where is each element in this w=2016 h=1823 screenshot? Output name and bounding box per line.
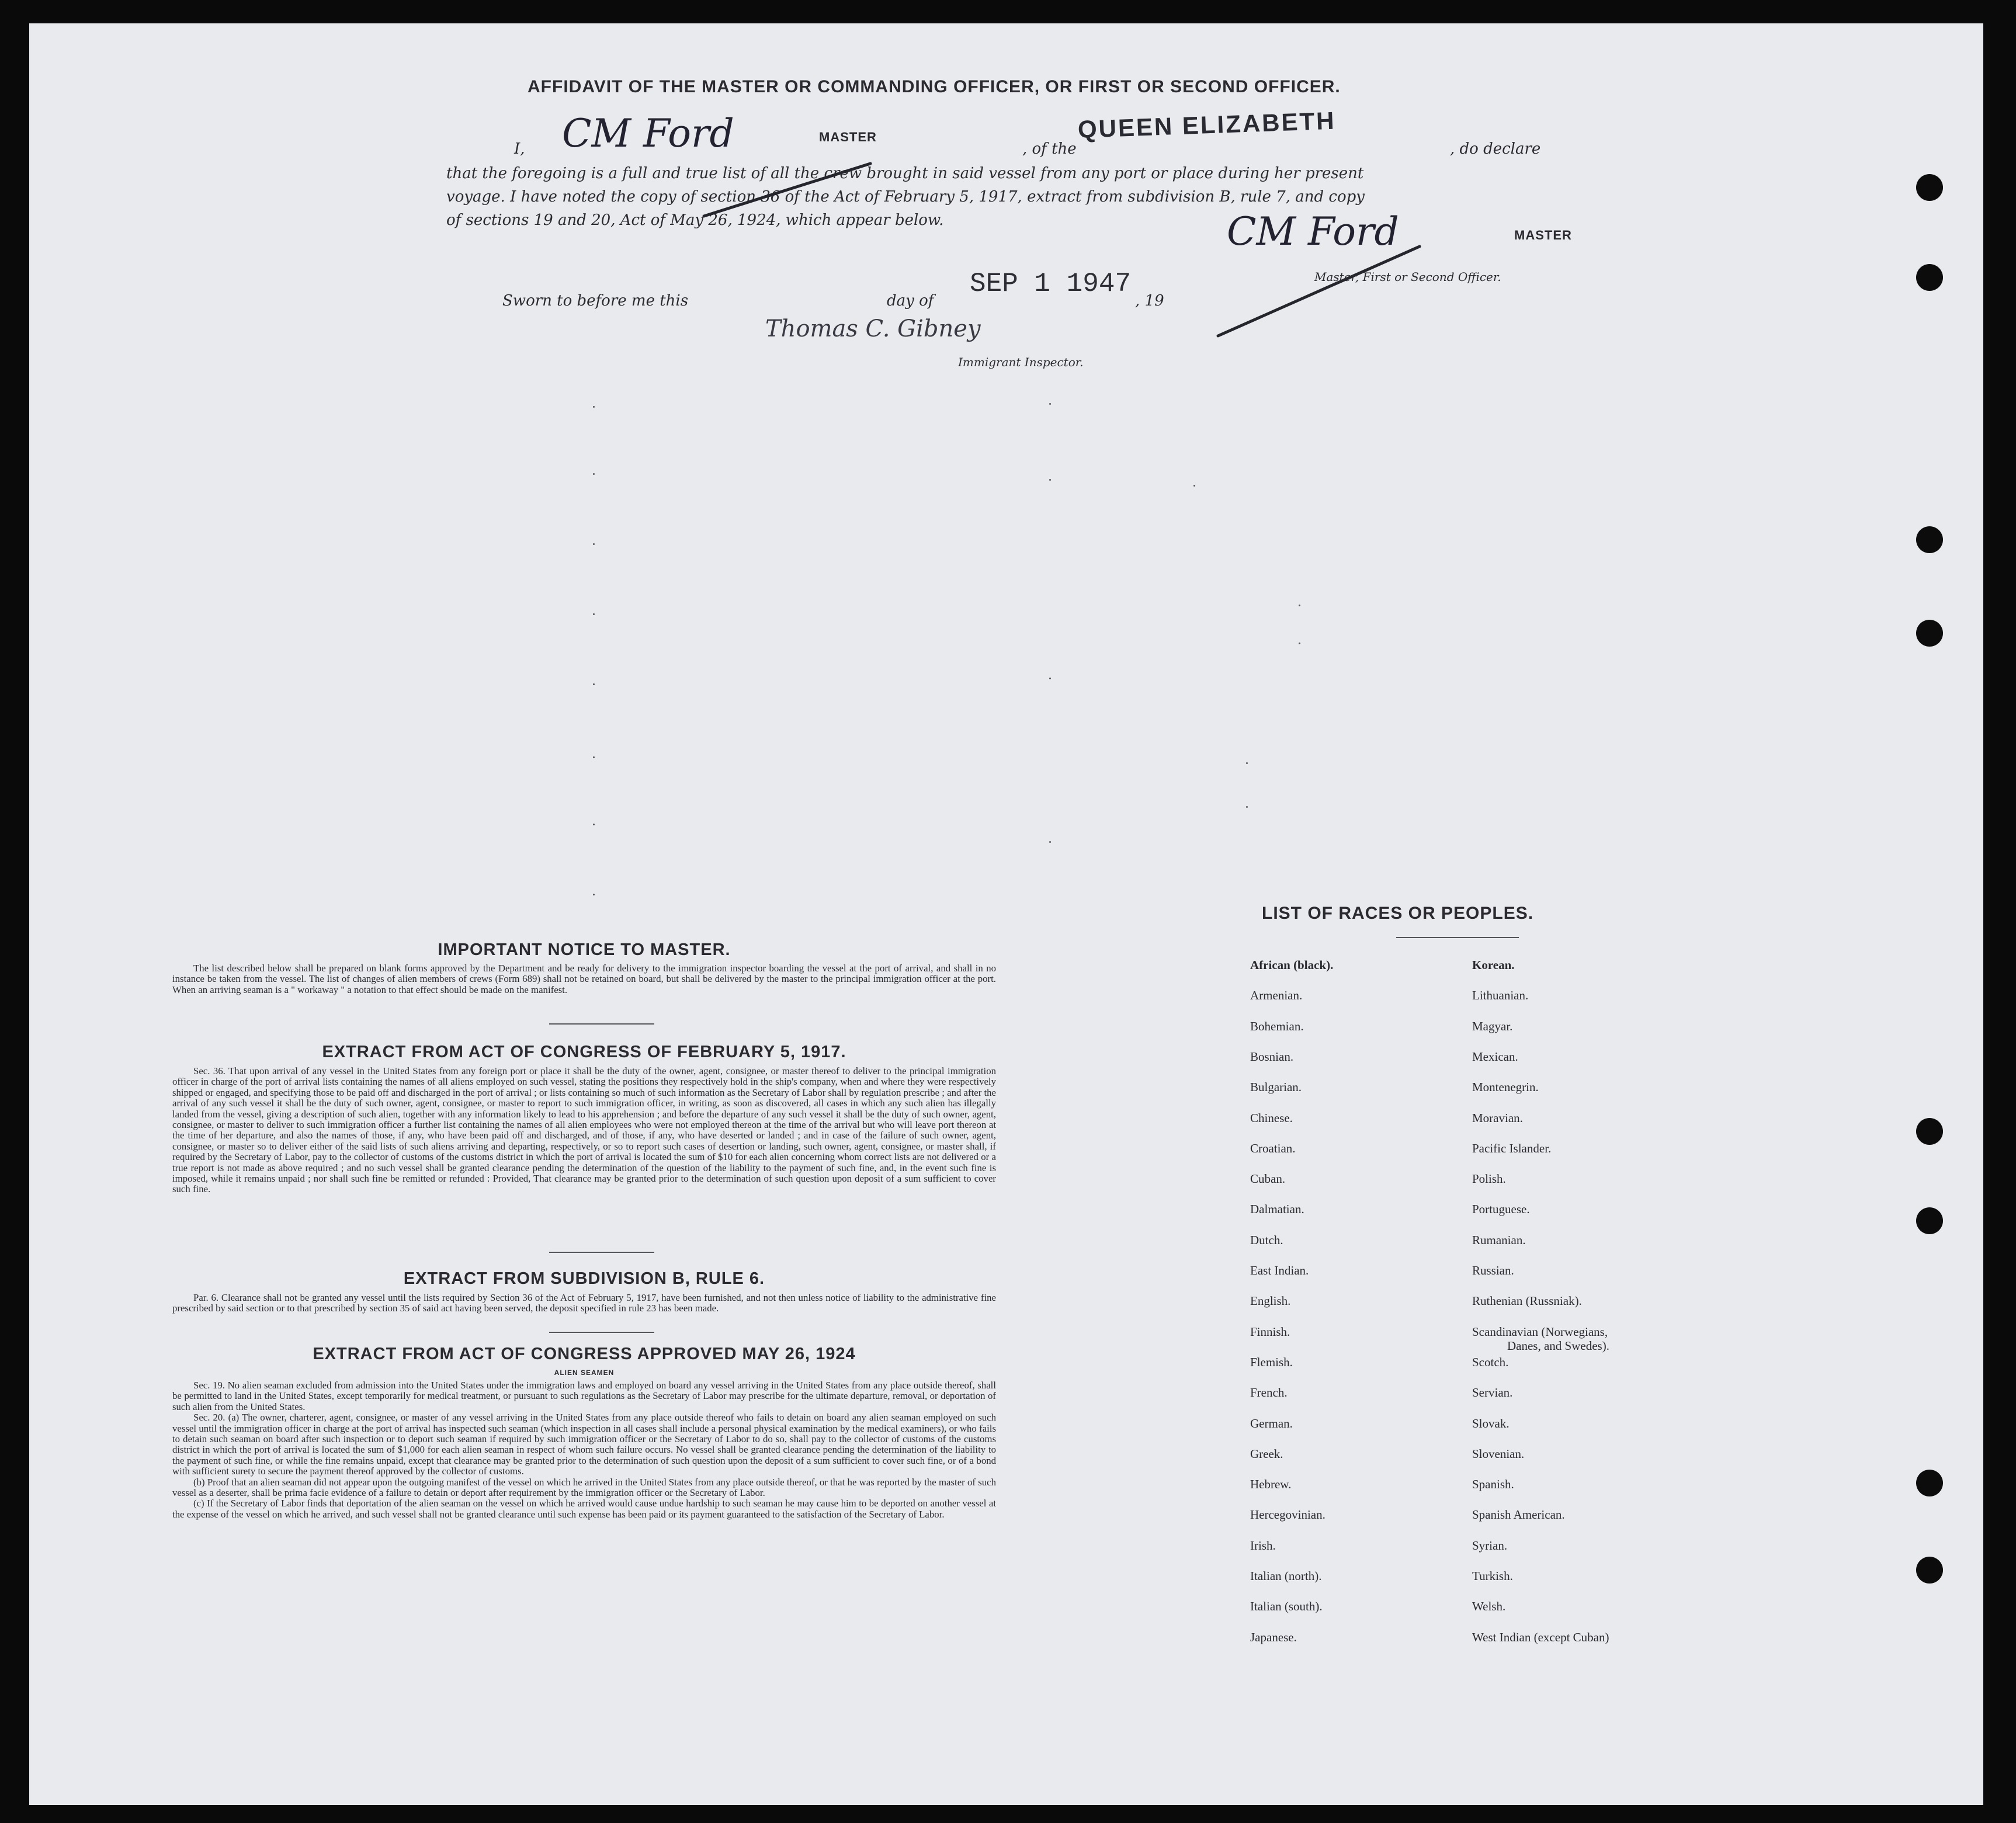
divider-2: [549, 1252, 654, 1253]
of-the-label: , of the: [1022, 140, 1077, 158]
sec-19: Sec. 19. No alien seaman excluded from admission into the United States under the immigration laws and employed on board any vessel arriving in the United States from any place outside thereof, shall be permitted to land in the United States, except temporarily for medical treatment, or pursuant to such regulations as the Secretary of Labor may prescribe for the ultimate departure, removal, or deportation of such alien from the United States.: [172, 1380, 996, 1412]
extract-rule6-heading: EXTRACT FROM SUBDIVISION B, RULE 6.: [403, 1269, 765, 1288]
punch-hole: [1916, 1557, 1943, 1584]
punch-hole: [1916, 174, 1943, 201]
race-item: Slovak.: [1472, 1416, 1510, 1430]
divider-3: [549, 1332, 654, 1333]
race-item: Moravian.: [1472, 1110, 1523, 1125]
race-item: Scandinavian (Norwegians,: [1472, 1324, 1608, 1339]
race-item: Spanish.: [1472, 1477, 1514, 1492]
punch-hole: [1916, 1470, 1943, 1496]
year-prefix: , 19: [1135, 292, 1164, 310]
punch-hole: [1916, 1207, 1943, 1234]
race-item: Hercegovinian.: [1250, 1508, 1326, 1522]
sworn-label: Sworn to before me this: [502, 292, 689, 310]
race-item: Armenian.: [1250, 988, 1303, 1003]
sec-20-a: Sec. 20. (a) The owner, charterer, agent, consignee, or master of any vessel arriving in the United States from any place outside thereof who fails to detain on board any alien seaman employed on such vessel until the immigration officer in charge at the port of arrival has inspected such seaman (which inspection in all cases shall include a personal physical examination by the medical examiners), or who fails to detain such seaman on board after such inspection or to deport such seaman if required by such immigration officer or the Secretary of Labor to do so, shall pay to the collector of customs of the customs district in which the port of arrival is located the sum of $1,000 for each alien seaman in respect of whom such failure occurs. No vessel shall be granted clearance pending the determination of the liability to the payment of such fine, or while the fine remains unpaid, except that clearance may be granted prior to the determination of such question upon the deposit of a sum sufficient to cover such fine, or of a bond with sufficient surety to secure the payment thereof approved by the collector of customs.: [172, 1412, 996, 1477]
sec-20-c: (c) If the Secretary of Labor finds that deportation of the alien seaman on the vessel on which he arrived would cause undue hardship to such seaman he may cause him to be deported on another vessel at the expense of the vessel on which he arrived, and such vessel shall not be granted clearance until such expense has been paid or its payment guaranteed to the satisfaction of the Secretary of Labor.: [172, 1498, 996, 1520]
extract-rule6-text: Par. 6. Clearance shall not be granted any vessel until the lists required by Section 36 of the Act of February 5, 1917, have been furnished, and not then unless notice of liability to the administrative fine prescribed by said section or to that prescribed by section 35 of said act having been served, the deposit specified in rule 23 has been made.: [172, 1292, 996, 1314]
master-signature: CM Ford: [562, 111, 734, 156]
races-divider: [1396, 937, 1519, 938]
punch-hole: [1916, 526, 1943, 553]
race-item: Irish.: [1250, 1538, 1276, 1553]
vessel-name-stamp: QUEEN ELIZABETH: [1077, 106, 1337, 143]
extract-1917-heading: EXTRACT FROM ACT OF CONGRESS OF FEBRUARY 5, 1917.: [322, 1043, 846, 1061]
race-item: Italian (north).: [1250, 1569, 1322, 1583]
race-item: English.: [1250, 1294, 1291, 1308]
race-item: Montenegrin.: [1472, 1080, 1539, 1095]
notice-text: The list described below shall be prepared on blank forms approved by the Department and be ready for delivery to the immigration inspector boarding the vessel at the port of arrival, and shall in no instance be taken from the vessel. The list of changes of alien members of crews (Form 689) shall not be retained on board, but shall be delivered by the master to the principal immigration officer at the port. When an arriving seaman is a " workaway " a notation to that effect should be made on the manifest.: [172, 963, 996, 995]
punch-hole: [1916, 264, 1943, 291]
race-item: Finnish.: [1250, 1324, 1290, 1339]
race-item: Servian.: [1472, 1386, 1513, 1400]
inspector-signature: Thomas C. Gibney: [765, 315, 981, 342]
race-item: Dutch.: [1250, 1232, 1283, 1247]
notice-heading: IMPORTANT NOTICE TO MASTER.: [438, 940, 731, 959]
race-item: Cuban.: [1250, 1172, 1286, 1186]
affidavit-line-4: of sections 19 and 20, Act of May 26, 1924, which appear below.: [446, 211, 944, 229]
race-item: Italian (south).: [1250, 1599, 1323, 1614]
race-item: West Indian (except Cuban): [1472, 1630, 1609, 1644]
affidavit-line-3: voyage. I have noted the copy of section 36 of the Act of February 5, 1917, extract from subdivision B, rule 7, and copy: [446, 188, 1365, 206]
race-item: Flemish.: [1250, 1355, 1293, 1369]
races-heading: LIST OF RACES OR PEOPLES.: [1262, 904, 1534, 923]
do-declare-label: , do declare: [1450, 140, 1541, 158]
race-item: German.: [1250, 1416, 1293, 1430]
officer-master-stamp: MASTER: [1514, 228, 1572, 242]
race-item: African (black).: [1250, 958, 1334, 972]
race-item: Bosnian.: [1250, 1049, 1294, 1064]
race-item: Welsh.: [1472, 1599, 1506, 1614]
inspector-caption: Immigrant Inspector.: [958, 355, 1084, 369]
officer-signature: CM Ford: [1227, 209, 1399, 254]
race-item: Greek.: [1250, 1446, 1283, 1461]
extract-1924-heading: EXTRACT FROM ACT OF CONGRESS APPROVED MAY 26, 1924: [313, 1345, 856, 1363]
race-item: Russian.: [1472, 1263, 1514, 1277]
race-item: Polish.: [1472, 1172, 1506, 1186]
race-item: Lithuanian.: [1472, 988, 1529, 1003]
sec-20-b: (b) Proof that an alien seaman did not appear upon the outgoing manifest of the vessel on which he arrived in the United States from any place outside thereof, or that he was reported by the master of such vessel as a deserter, shall be prima facie evidence of a failure to detain or deport after requirement by the immigration officer or the Secretary of Labor.: [172, 1476, 996, 1499]
race-item: East Indian.: [1250, 1263, 1309, 1277]
race-item: Danes, and Swedes).: [1507, 1338, 1609, 1353]
race-item: Japanese.: [1250, 1630, 1297, 1644]
date-stamp: SEP 1 1947: [970, 269, 1132, 299]
race-item: French.: [1250, 1386, 1288, 1400]
race-item: Mexican.: [1472, 1049, 1518, 1064]
signature-stroke-1: [701, 158, 876, 222]
extract-1924-subheading: ALIEN SEAMEN: [554, 1369, 615, 1377]
race-item: Ruthenian (Russniak).: [1472, 1294, 1582, 1308]
race-item: Bohemian.: [1250, 1019, 1304, 1033]
affidavit-line-2: that the foregoing is a full and true list of all the crew brought in said vessel from any port or place during her present: [446, 165, 1364, 182]
race-item: Dalmatian.: [1250, 1202, 1304, 1217]
race-item: Scotch.: [1472, 1355, 1509, 1369]
race-item: Magyar.: [1472, 1019, 1513, 1033]
extract-1917-text: Sec. 36. That upon arrival of any vessel in the United States from any foreign port or place it shall be the duty of the owner, agent, consignee, or master thereof to deliver to the principal immigration officer in charge of the port of arrival lists containing the names of all aliens employed on such vessel, stating the positions they respectively hold in the ship's company, when and where they were respectively shipped or engaged, and specifying those to be paid off and discharged in the port of arrival ; or lists containing so much of such information as the Secretary of Labor shall by regulation prescribe ; and after the arrival of any such vessel it shall be the duty of such owner, agent, consignee, or master to report to such immigration officer, in writing, as soon as discovered, all cases in which any such alien has illegally landed from the vessel, giving a description of such alien, together with any information likely to lead to his apprehension ; and before the departure of any such vessel it shall be the duty of such owner, agent, consignee, or master to deliver to such immigration officer a further list containing the names of all alien employees who were not employed thereon at the time of the arrival but who will leave port thereon at the time of her departure, and also the names of those, if any, who have been paid off and discharged, and of those, if any, who have deserted or landed ; and in case of the failure of such owner, agent, consignee, or master so to deliver either of the said lists of such aliens arriving and departing, respectively, or so to report such cases of desertion or landing, such owner, agent, consignee, or master shall, if required by the Secretary of Labor, pay to the collector of customs of the customs district in which the port of arrival is located the sum of $10 for each alien concerning whom correct lists are not delivered or a true report is not made as above required ; and no such vessel shall be granted clearance pending the determination of the question of the liability to the payment of such fine, and, in the event such fine is imposed, while it remains unpaid ; nor shall such fine be remitted or refunded : Provided, That clearance may be granted prior to the determination of such question upon deposit of a sum sufficient to cover such fine.: [172, 1065, 996, 1195]
punch-hole: [1916, 1118, 1943, 1145]
race-item: Spanish American.: [1472, 1508, 1565, 1522]
divider-1: [549, 1023, 654, 1025]
race-item: Turkish.: [1472, 1569, 1513, 1583]
race-item: Chinese.: [1250, 1110, 1293, 1125]
extract-1924-text: [172, 1380, 996, 1520]
race-item: Hebrew.: [1250, 1477, 1292, 1492]
race-item: Rumanian.: [1472, 1232, 1526, 1247]
race-item: Bulgarian.: [1250, 1080, 1302, 1095]
signature-stroke: [1215, 239, 1425, 339]
officer-caption: Master, First or Second Officer.: [1314, 270, 1501, 284]
affidavit-title: AFFIDAVIT OF THE MASTER OR COMMANDING OFFICER, OR FIRST OR SECOND OFFICER.: [528, 77, 1341, 96]
race-item: Syrian.: [1472, 1538, 1508, 1553]
master-stamp: MASTER: [819, 130, 877, 144]
race-item: Croatian.: [1250, 1141, 1296, 1155]
declarant-label: I,: [514, 140, 525, 158]
race-item: Slovenian.: [1472, 1446, 1525, 1461]
day-of-label: day of: [887, 292, 934, 310]
race-item: Portuguese.: [1472, 1202, 1530, 1217]
race-item: Korean.: [1472, 958, 1515, 972]
race-item: Pacific Islander.: [1472, 1141, 1552, 1155]
punch-hole: [1916, 620, 1943, 647]
form-page: [29, 23, 1983, 1805]
